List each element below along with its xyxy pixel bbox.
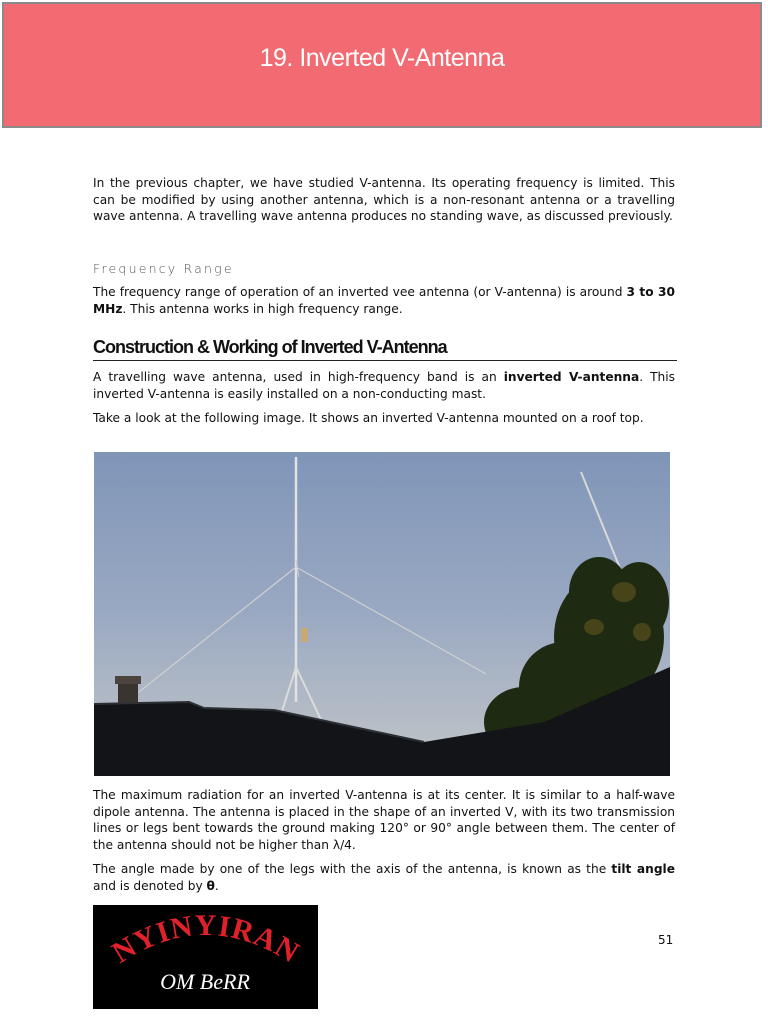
construction-paragraph-2: Take a look at the following image. It shows an inverted V-antenna mounted on a roof top. [93,411,644,425]
page-number: 51 [658,933,674,947]
svg-text:NYINYIRAN: NYINYIRAN [106,908,306,970]
svg-text:OM BeRR: OM BeRR [160,969,250,994]
frequency-range-paragraph: The frequency range of operation of an inverted vee antenna (or V-antenna) is around 3 to 30 MHz. This antenna works in high frequency range. [93,285,675,316]
chapter-banner [2,2,762,128]
inverted-v-antenna-photo [94,452,670,776]
intro-paragraph: In the previous chapter, we have studied V-antenna. Its operating frequency is limited. This can be modified by using another antenna, which is a non-resonant antenna or a travelling wave antenna. A travelling wave antenna produces no standing wave, as discussed previously. [93,176,675,223]
construction-paragraph-4: The angle made by one of the legs with the axis of the antenna, is known as the tilt angle and is denoted by θ. [93,862,675,893]
construction-paragraph-1: A travelling wave antenna, used in high-frequency band is an inverted V-antenna. This inverted V-antenna is easily installed on a non-conducting mast. [93,370,675,401]
om-berr-logo [93,905,318,1009]
construction-heading: Construction & Working of Inverted V-Antenna [93,337,677,361]
frequency-range-heading: Frequency Range [93,261,234,276]
chapter-title: 19. Inverted V-Antenna [259,44,505,72]
construction-paragraph-3: The maximum radiation for an inverted V-antenna is at its center. It is similar to a half-wave dipole antenna. The antenna is placed in the shape of an inverted V, with its two transmission lines or legs bent towards the ground making 120° or 90° angle between them. The center of the antenna should not be higher than λ/4. [93,788,675,852]
